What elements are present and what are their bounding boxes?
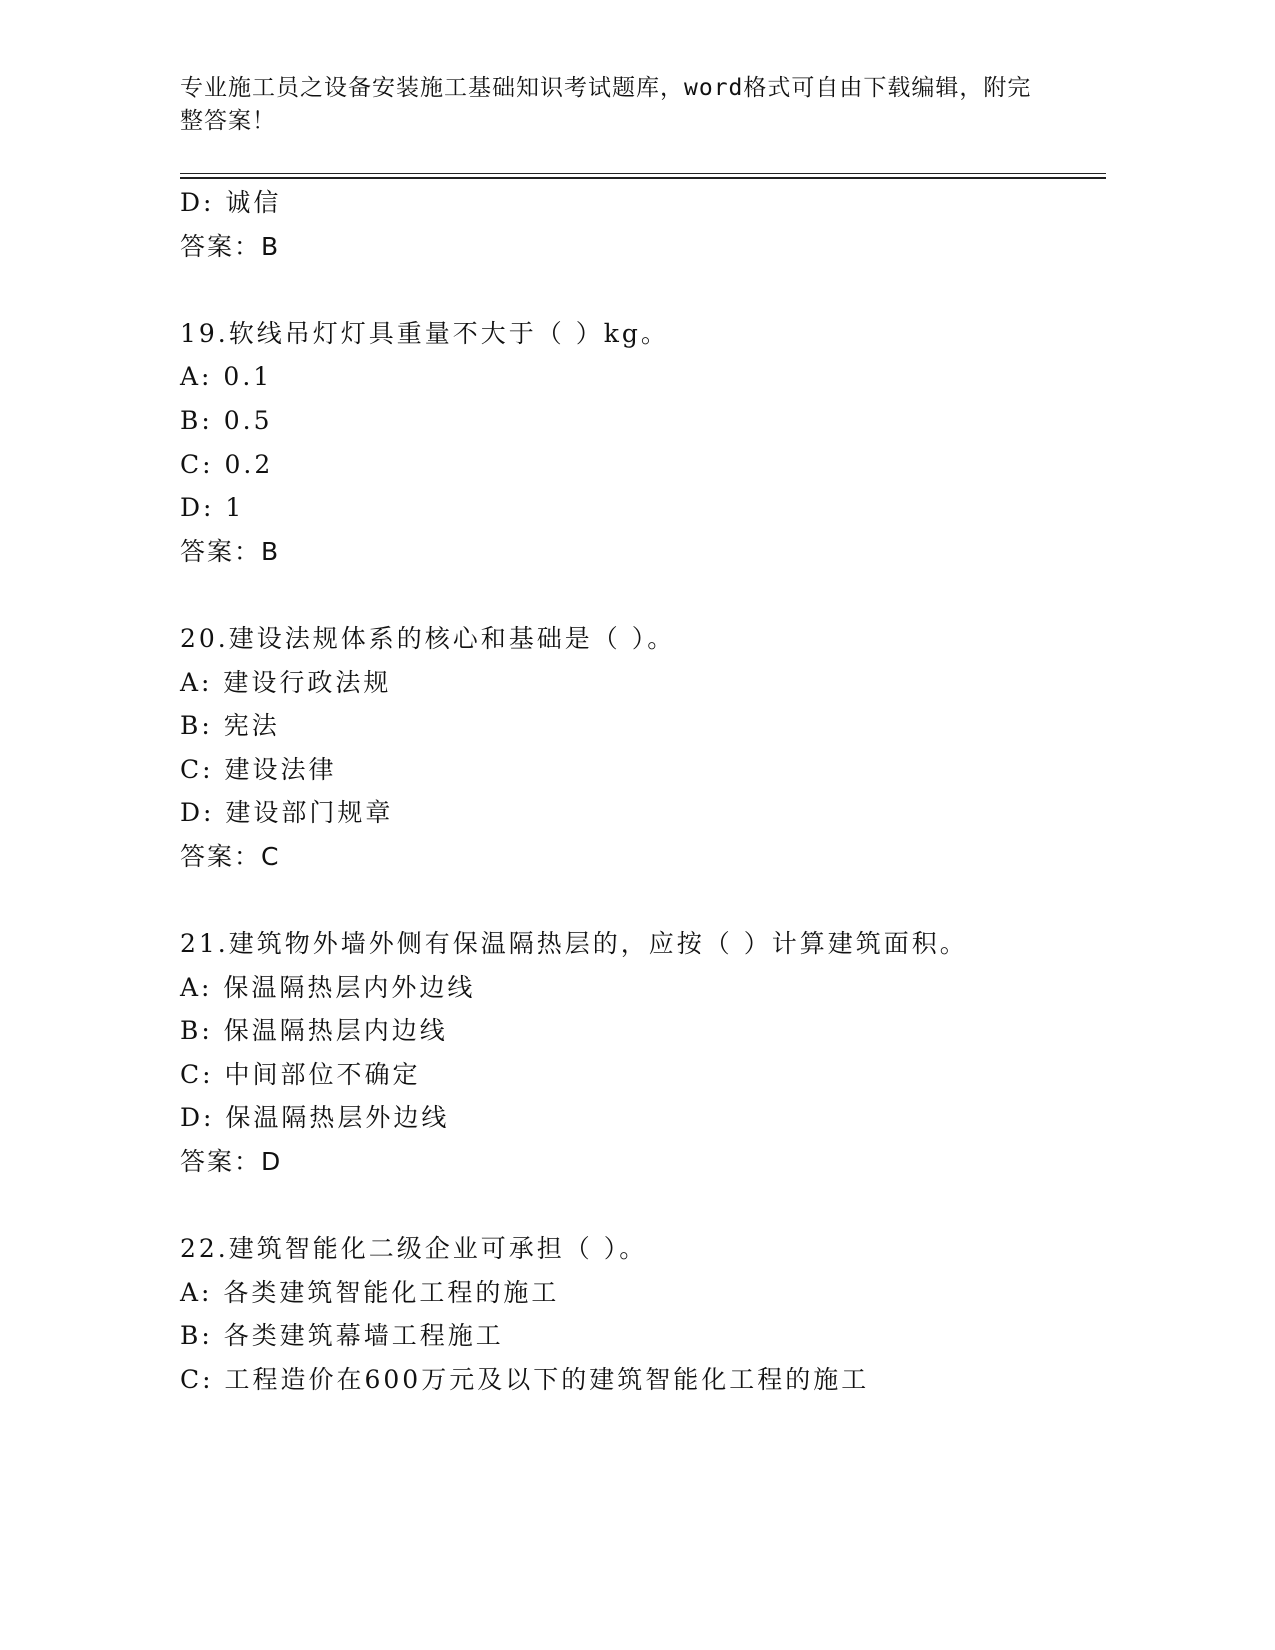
answer-line: 答案：B: [180, 231, 281, 261]
option-d: D: 保温隔热层外边线: [180, 1103, 450, 1133]
header-title-line-2: 整答案！: [180, 108, 276, 134]
option-a: A: 保温隔热层内外边线: [180, 972, 476, 1002]
question-stem: 19.软线吊灯灯具重量不大于（ ）kg。: [180, 318, 669, 348]
option-d: D: 建设部门规章: [180, 798, 394, 828]
option-b: B: 宪法: [180, 711, 280, 741]
question-stem: 22.建筑智能化二级企业可承担（ ）。: [180, 1234, 648, 1264]
question-21: [180, 922, 1106, 1184]
option-d: D: 1: [180, 493, 245, 523]
spacer: [180, 879, 1106, 923]
question-list: [180, 181, 1106, 1402]
header-title-line-1: 专业施工员之设备安装施工基础知识考试题库，word格式可自由下载编辑，附完: [180, 75, 1032, 101]
question-19: [180, 312, 1106, 574]
answer-line: 答案：C: [180, 841, 281, 871]
spacer: [180, 1184, 1106, 1228]
option-c: C: 0.2: [180, 449, 274, 479]
question-stem: 21.建筑物外墙外侧有保温隔热层的，应按（ ）计算建筑面积。: [180, 929, 968, 959]
option-b: B: 0.5: [180, 405, 273, 435]
option-a: A: 建设行政法规: [180, 667, 392, 697]
question-22: [180, 1227, 1106, 1401]
option-a: A: 各类建筑智能化工程的施工: [180, 1277, 560, 1307]
question-18-tail: [180, 181, 1106, 268]
document-header: [180, 72, 1080, 138]
option-c: C: 中间部位不确定: [180, 1059, 421, 1089]
answer-line: 答案：B: [180, 536, 281, 566]
option-b: B: 各类建筑幕墙工程施工: [180, 1321, 504, 1351]
option-b: B: 保温隔热层内边线: [180, 1016, 448, 1046]
question-20: [180, 617, 1106, 879]
question-stem: 20.建设法规体系的核心和基础是（ ）。: [180, 623, 676, 653]
header-divider-thick: [180, 177, 1106, 179]
answer-line: 答案：D: [180, 1147, 283, 1177]
spacer: [180, 573, 1106, 617]
option-c: C: 工程造价在600万元及以下的建筑智能化工程的施工: [180, 1365, 870, 1395]
header-divider-thin: [180, 173, 1106, 174]
spacer: [180, 268, 1106, 312]
option-a: A: 0.1: [180, 362, 273, 392]
option-d: D: 诚信: [180, 188, 282, 217]
option-c: C: 建设法律: [180, 754, 337, 784]
